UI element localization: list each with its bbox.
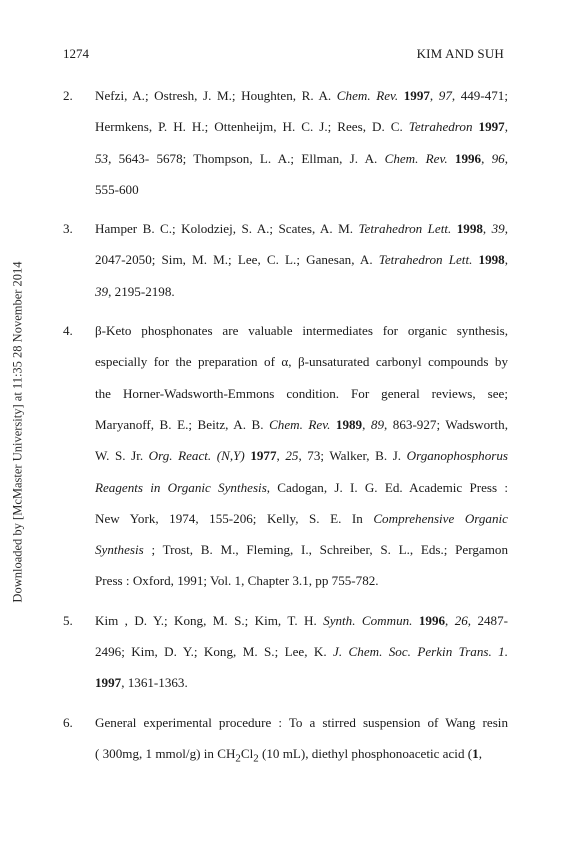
- reference-number: 6.: [63, 714, 73, 730]
- reference-line: W. S. Jr. Org. React. (N,Y) 1977, 25, 73; Walker, B. J. Organophosphorus: [95, 448, 508, 464]
- reference-list: [63, 80, 508, 775]
- reference-line: General experimental procedure : To a stirred suspension of Wang resin: [95, 714, 508, 730]
- reference-line: 555-600: [95, 181, 139, 197]
- reference-line: Hermkens, P. H. H.; Ottenheijm, H. C. J.; Rees, D. C. Tetrahedron 1997,: [95, 119, 508, 135]
- reference-line: Nefzi, A.; Ostresh, J. M.; Houghten, R. A. Chem. Rev. 1997, 97, 449-471;: [95, 88, 508, 103]
- reference-item: [63, 213, 508, 307]
- reference-line: 1997, 1361-1363.: [95, 675, 188, 691]
- reference-number: 5.: [63, 612, 73, 628]
- reference-line: especially for the preparation of α, β-unsaturated carbonyl compounds by: [95, 354, 508, 370]
- reference-item: [63, 315, 508, 597]
- reference-line: Synthesis ; Trost, B. M., Fleming, I., Schreiber, S. L., Eds.; Pergamon: [95, 542, 508, 558]
- reference-line: 2496; Kim, D. Y.; Kong, M. S.; Lee, K. J. Chem. Soc. Perkin Trans. 1.: [95, 644, 508, 660]
- reference-line: 39, 2195-2198.: [95, 283, 175, 299]
- reference-line: Reagents in Organic Synthesis, Cadogan, J. I. G. Ed. Academic Press :: [95, 479, 508, 495]
- reference-line: the Horner-Wadsworth-Emmons condition. For general reviews, see;: [95, 385, 508, 401]
- download-watermark: Downloaded by [McMaster University] at 11:35 28 November 2014: [10, 261, 25, 603]
- running-head: KIM AND SUH: [416, 46, 504, 61]
- reference-item: [63, 80, 508, 205]
- reference-line: New York, 1974, 155-206; Kelly, S. E. In Comprehensive Organic: [95, 510, 508, 526]
- reference-line: Maryanoff, B. E.; Beitz, A. B. Chem. Rev. 1989, 89, 863-927; Wadsworth,: [95, 416, 508, 432]
- reference-item: [63, 707, 508, 775]
- reference-line: ( 300mg, 1 mmol/g) in $CH_2Cl_2$ (10 mL), diethyl phosphonoacetic acid (1,: [95, 745, 482, 765]
- reference-item: [63, 605, 508, 699]
- reference-number: 2.: [63, 88, 73, 103]
- reference-line: Kim , D. Y.; Kong, M. S.; Kim, T. H. Synth. Commun. 1996, 26, 2487-: [95, 612, 509, 628]
- reference-line: 2047-2050; Sim, M. M.; Lee, C. L.; Ganesan, A. Tetrahedron Lett. 1998,: [95, 252, 508, 268]
- reference-line: Hamper B. C.; Kolodziej, S. A.; Scates, A. M. Tetrahedron Lett. 1998, 39,: [95, 221, 508, 237]
- reference-line: 53, 5643- 5678; Thompson, L. A.; Ellman, J. A. Chem. Rev. 1996, 96,: [95, 150, 508, 166]
- reference-number: 3.: [63, 221, 73, 237]
- reference-line: β-Keto phosphonates are valuable intermediates for organic synthesis,: [95, 323, 508, 339]
- page-number: 1274: [63, 46, 89, 61]
- reference-number: 4.: [63, 323, 73, 339]
- reference-line: Press : Oxford, 1991; Vol. 1, Chapter 3.1, pp 755-782.: [95, 573, 379, 589]
